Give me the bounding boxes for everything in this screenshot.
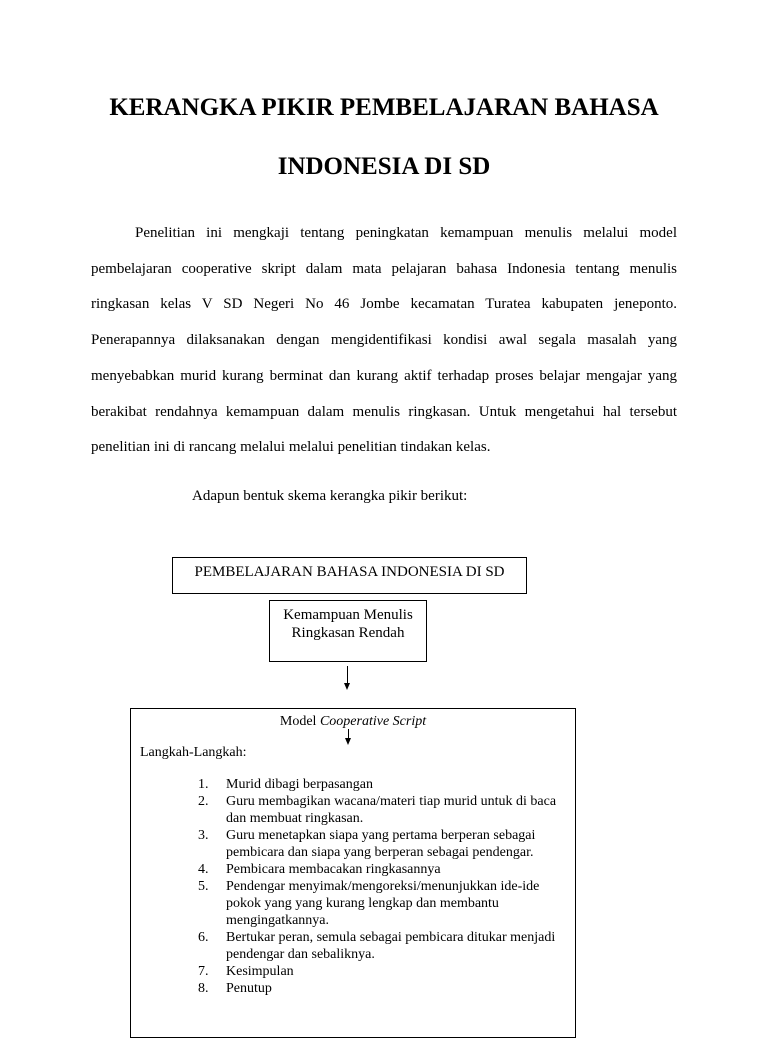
model-name: Cooperative Script bbox=[319, 714, 427, 729]
list-item bbox=[198, 929, 570, 963]
model-prefix: Model bbox=[279, 714, 320, 729]
diagram-intro: Adapun bentuk skema kerangka pikir berikut: bbox=[192, 488, 468, 504]
step-text: Murid dibagi berpasangan bbox=[226, 777, 373, 792]
list-item bbox=[198, 980, 570, 997]
paragraph-line: Penerapannya dilaksanakan dengan mengidentifikasi kondisi awal segala masalah yang bbox=[91, 332, 677, 348]
paragraph-line: penelitian ini di rancang melalui melalui penelitian tindakan kelas. bbox=[91, 439, 491, 455]
list-item bbox=[198, 776, 570, 793]
step-number: 5. bbox=[198, 879, 209, 894]
paragraph-line: ringkasan kelas V SD Negeri No 46 Jombe kecamatan Turatea kabupaten jeneponto. bbox=[91, 296, 677, 312]
learning-box-label: PEMBELAJARAN BAHASA INDONESIA DI SD bbox=[194, 564, 505, 580]
step-number: 2. bbox=[198, 794, 209, 809]
step-text: Guru menetapkan siapa yang pertama berperan sebagai pembicara dan siapa yang berperan sebagai pendengar. bbox=[226, 828, 536, 860]
step-text: Penutup bbox=[226, 981, 272, 996]
paragraph-line: pembelajaran cooperative skript dalam mata pelajaran bahasa Indonesia tentang menulis bbox=[91, 261, 677, 277]
step-text: Pendengar menyimak/mengoreksi/menunjukkan ide-ide pokok yang yang kurang lengkap dan membantu mengingatkannya. bbox=[226, 879, 540, 928]
step-number: 6. bbox=[198, 930, 209, 945]
list-item bbox=[198, 878, 570, 929]
steps-list bbox=[198, 776, 570, 997]
down-arrow-icon bbox=[344, 729, 354, 745]
steps-label: Langkah-Langkah: bbox=[140, 745, 247, 760]
problem-box-line-1: Kemampuan Menulis bbox=[283, 607, 413, 623]
document-title-line-1: KERANGKA PIKIR PEMBELAJARAN BAHASA bbox=[109, 94, 659, 121]
step-number: 7. bbox=[198, 964, 209, 979]
list-item bbox=[198, 861, 570, 878]
learning-box bbox=[172, 557, 527, 594]
problem-box bbox=[269, 600, 427, 662]
step-number: 8. bbox=[198, 981, 209, 996]
list-item bbox=[198, 827, 570, 861]
step-number: 3. bbox=[198, 828, 209, 843]
step-text: Guru membagikan wacana/materi tiap murid untuk di baca dan membuat ringkasan. bbox=[226, 794, 557, 826]
step-text: Pembicara membacakan ringkasannya bbox=[226, 862, 441, 877]
list-item bbox=[198, 793, 570, 827]
step-text: Bertukar peran, semula sebagai pembicara ditukar menjadi pendengar dan sebaliknya. bbox=[226, 930, 556, 962]
model-box bbox=[130, 708, 576, 1038]
problem-box-label bbox=[270, 606, 426, 642]
list-item bbox=[198, 963, 570, 980]
paragraph-line: berakibat rendahnya kemampuan dalam menulis ringkasan. Untuk mengetahui hal tersebut bbox=[91, 404, 677, 420]
problem-box-line-2: Ringkasan Rendah bbox=[291, 625, 405, 641]
document-title-line-2: INDONESIA DI SD bbox=[277, 153, 491, 180]
step-number: 1. bbox=[198, 777, 209, 792]
step-number: 4. bbox=[198, 862, 209, 877]
step-text: Kesimpulan bbox=[226, 964, 294, 979]
paragraph-line: menyebabkan murid kurang berminat dan kurang aktif terhadap proses belajar mengajar yang bbox=[91, 368, 677, 384]
paragraph-line: Penelitian ini mengkaji tentang peningkatan kemampuan menulis melalui model bbox=[135, 225, 677, 241]
down-arrow-icon bbox=[343, 666, 353, 690]
